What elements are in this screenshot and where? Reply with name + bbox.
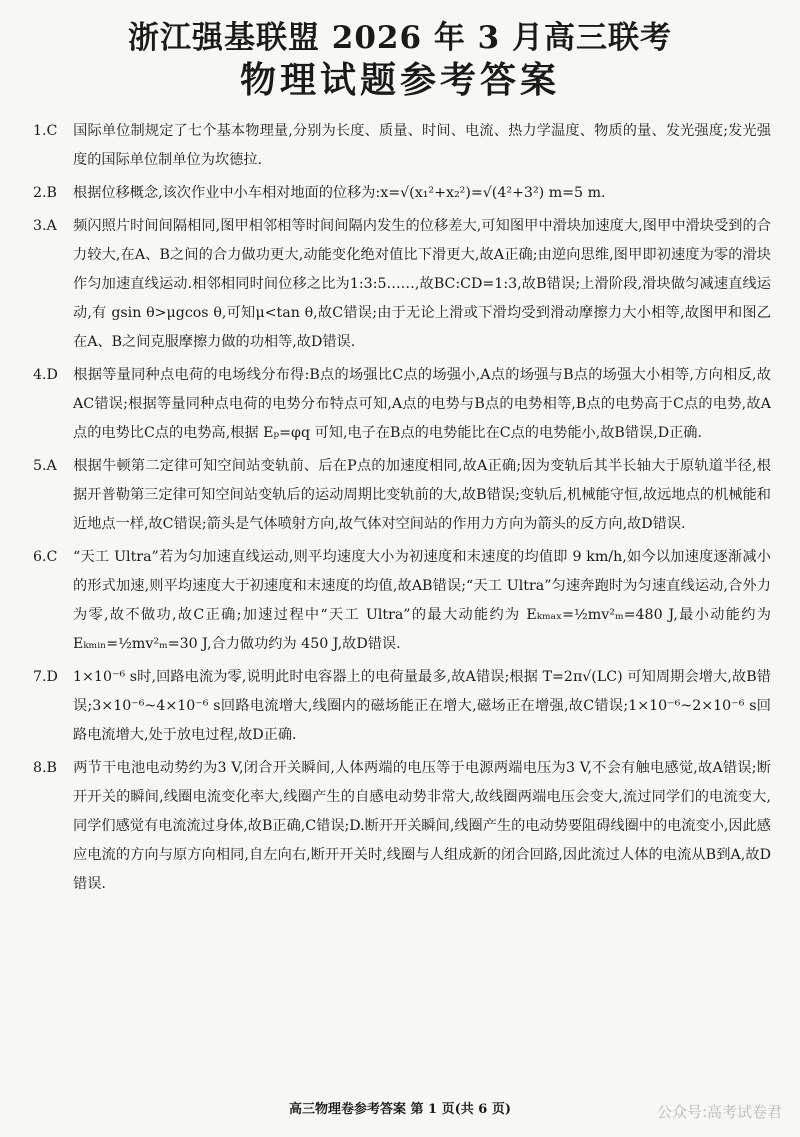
answer-item-5 xyxy=(33,452,771,539)
answer-number: 4.D xyxy=(33,367,58,383)
answer-explanation: 国际单位制规定了七个基本物理量,分别为长度、质量、时间、电流、热力学温度、物质的量、发光强度;发光强度的国际单位制单位为坎德拉. xyxy=(73,123,771,168)
answer-number: 8.B xyxy=(33,760,57,776)
answer-number: 5.A xyxy=(33,458,57,474)
answer-explanation: 根据位移概念,该次作业中小车相对地面的位移为:x=√(x₁²+x₂²)=√(4²+3²) m=5 m. xyxy=(73,185,606,201)
answer-number: 7.D xyxy=(33,669,58,685)
answer-explanation: 1×10⁻⁶ s时,回路电流为零,说明此时电容器上的电荷量最多,故A错误;根据 T=2π√(LC) 可知周期会增大,故B错误;3×10⁻⁶~4×10⁻⁶ s回路电流增大,线圈内的磁场能正在增大,磁场正在增强,故C错误;1×10⁻⁶~2×10⁻⁶ s回路电流增大,处于放电过程,故D正确. xyxy=(73,669,771,743)
watermark: 公众号:高考试卷君 xyxy=(656,1103,782,1121)
answer-number: 3.A xyxy=(33,218,57,234)
answer-explanation: “天工 Ultra”若为匀加速直线运动,则平均速度大小为初速度和末速度的均值即 9 km/h,如今以加速度逐渐减小的形式加速,则平均速度大于初速度和末速度的均值,故AB错误;“天工 Ultra”匀速奔跑时为匀速直线运动,合外力为零,故不做功,故C正确;加速过程中“天工 Ultra”的最大动能约为 Eₖₘₐₓ=½mv²ₘ=480 J,最小动能约为 Eₖₘᵢₙ=½mv²ₘ=30 J,合力做功约为 450 J,故D错误. xyxy=(73,549,771,652)
answer-item-2 xyxy=(33,179,771,208)
answer-number: 2.B xyxy=(33,185,57,201)
answer-explanation: 两节干电池电动势约为3 V,闭合开关瞬间,人体两端的电压等于电源两端电压为3 V,不会有触电感觉,故A错误;断开开关的瞬间,线圈电流变化率大,线圈产生的自感电动势非常大,故线圈两端电压会变大,流过同学们的电流变大,同学们感觉有电流流过身体,故B正确,C错误;D.断开开关瞬间,线圈产生的电动势要阻碍线圈中的电流变小,因此感应电流的方向与原方向相同,自左向右,断开开关时,线圈与人组成新的闭合回路,因此流过人体的电流从B到A,故D错误. xyxy=(73,760,771,892)
answer-item-4 xyxy=(33,361,771,448)
answer-number: 6.C xyxy=(33,549,58,565)
document-title: 物理试题参考答案 xyxy=(239,59,560,101)
answer-item-3 xyxy=(33,212,771,357)
answer-explanation: 根据牛顿第二定律可知空间站变轨前、后在P点的加速度相同,故A正确;因为变轨后其半长轴大于原轨道半径,根据开普勒第三定律可知空间站变轨后的运动周期比变轨前的大,故B错误;变轨后,机械能守恒,故远地点的机械能和近地点一样,故C错误;箭头是气体喷射方向,故气体对空间站的作用力方向为箭头的反方向,故D错误. xyxy=(73,458,771,532)
exam-title: 浙江强基联盟 2026 年 3 月高三联考 xyxy=(127,20,673,56)
answer-item-6 xyxy=(33,543,771,659)
answer-number: 1.C xyxy=(33,123,58,139)
answer-explanation: 根据等量同种点电荷的电场线分布得:B点的场强比C点的场强小,A点的场强与B点的场强大小相等,方向相反,故AC错误;根据等量同种点电荷的电势分布特点可知,A点的电势与B点的电势相等,B点的电势高于C点的电势,故A点的电势比C点的电势高,根据 Eₚ=φq 可知,电子在B点的电势能比在C点的电势能小,故B错误,D正确. xyxy=(73,367,771,441)
page-footer: 高三物理卷参考答案 第 1 页(共 6 页) xyxy=(288,1102,512,1117)
answer-explanation: 频闪照片时间间隔相同,图甲相邻相等时间间隔内发生的位移差大,可知图甲中滑块加速度大,图甲中滑块受到的合力较大,在A、B之间的合力做功更大,动能变化绝对值比下滑更大,故A正确;由逆向思维,图甲即初速度为零的滑块作匀加速直线运动.相邻相同时间位移之比为1:3:5……,故BC:CD=1:3,故B错误;上滑阶段,滑块做匀减速直线运动,有 gsin θ>μgcos θ,可知μ<tan θ,故C错误;由于无论上滑或下滑均受到滑动摩擦力大小相等,故图甲和图乙在A、B之间克服摩擦力做的功相等,故D错误. xyxy=(73,218,771,350)
answer-list xyxy=(33,117,771,903)
answer-item-7 xyxy=(33,663,771,750)
answer-item-8 xyxy=(33,754,771,899)
answer-item-1 xyxy=(33,117,771,175)
